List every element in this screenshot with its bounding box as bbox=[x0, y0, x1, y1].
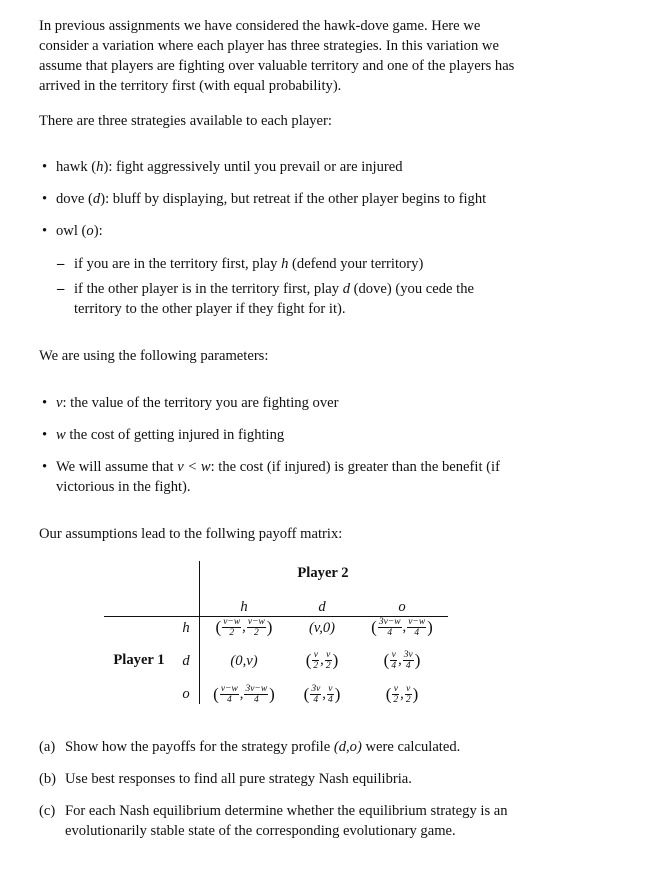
assumption-pre: We will assume that bbox=[56, 459, 178, 475]
strategy-hawk-desc: : fight aggressively until you prevail or are injured bbox=[108, 159, 403, 175]
row-header: d bbox=[182, 653, 190, 669]
player-1-label: Player 1 bbox=[113, 652, 165, 668]
strategy-owl: • owl (o): bbox=[39, 221, 519, 241]
assumption-post: : the cost (if injured) is greater than the benefit (if victorious in the fight). bbox=[56, 459, 500, 495]
matrix-horizontal-line bbox=[104, 616, 448, 617]
strategy-dove-symbol: d bbox=[92, 191, 101, 207]
document-body bbox=[39, 16, 519, 544]
strategy-hawk: • hawk (h): fight aggressively until you prevail or are injured bbox=[39, 157, 519, 177]
payoff-cell-h-h: ( $\frac{v-w}{2}$ , $\frac{v-w}{2}$ ) bbox=[215, 617, 273, 639]
owl-sub-symbol: d bbox=[342, 281, 350, 297]
question-b-label: (b) bbox=[39, 771, 57, 787]
question-b bbox=[39, 769, 519, 789]
player-2-label: Player 2 bbox=[297, 565, 349, 581]
payoff-cell-h-d: (v,0) bbox=[308, 620, 336, 636]
owl-sub-item bbox=[39, 254, 519, 274]
row-header: o bbox=[182, 686, 190, 702]
param-v-text: : the value of the territory you are fighting over bbox=[62, 395, 339, 411]
param-v bbox=[39, 393, 519, 413]
owl-sub-text: if the other player is in the territory first, play bbox=[74, 281, 343, 297]
assumption-math: v < w bbox=[177, 459, 211, 475]
param-w-symbol: w bbox=[56, 427, 66, 443]
row-header: h bbox=[182, 620, 190, 636]
strategy-dove-desc: : bluff by displaying, but retreat if the other player begins to fight bbox=[105, 191, 487, 207]
col-header: o bbox=[398, 599, 406, 615]
param-w-text: the cost of getting injured in fighting bbox=[65, 427, 285, 443]
strategy-dove-name: dove bbox=[56, 191, 85, 207]
question-list bbox=[39, 737, 519, 841]
payoff-cell-d-d: ( $\frac{v}{2}$ , $\frac{v}{2}$ ) bbox=[305, 650, 339, 672]
strategy-hawk-symbol: h bbox=[96, 159, 104, 175]
payoff-cell-o-h: ( $\frac{v-w}{4}$ , $\frac{3v-w}{4}$ ) bbox=[213, 684, 275, 706]
param-v-symbol: v bbox=[56, 395, 63, 411]
matrix-vertical-line bbox=[199, 561, 200, 704]
owl-sub-text: (defend your territory) bbox=[288, 256, 424, 272]
question-a-post: were calculated. bbox=[361, 739, 461, 755]
payoff-cell-o-d: ( $\frac{3v}{4}$ , $\frac{v}{4}$ ) bbox=[303, 684, 341, 706]
owl-sub-symbol: h bbox=[281, 256, 289, 272]
question-c-label: (c) bbox=[39, 803, 56, 819]
question-c bbox=[39, 801, 519, 841]
owl-sub-text: (dove) (you cede the territory to the other player if they fight for it). bbox=[74, 281, 474, 317]
question-a-pre: Show how the payoffs for the strategy profile bbox=[65, 739, 334, 755]
question-a bbox=[39, 737, 519, 757]
question-c-text: For each Nash equilibrium determine whether the equilibrium strategy is an evolutionarily stable state of the corresponding evolutionary game. bbox=[65, 803, 508, 839]
payoff-cell-d-h: (0,v) bbox=[230, 653, 258, 669]
strategy-dove: • dove (d): bluff by displaying, but retreat if the other player begins to fight bbox=[39, 189, 519, 209]
param-assumption bbox=[39, 457, 516, 497]
payoff-cell-h-o: ( $\frac{3v-w}{4}$ , $\frac{v-w}{4}$ ) bbox=[371, 617, 433, 639]
matrix-intro: Our assumptions lead to the follwing payoff matrix: bbox=[39, 526, 343, 542]
param-w bbox=[39, 425, 519, 445]
payoff-cell-o-o: ( $\frac{v}{2}$ , $\frac{v}{2}$ ) bbox=[385, 684, 419, 706]
intro-paragraph: In previous assignments we have considered the hawk-dove game. Here we consider a variation where each player has three strategies. In this variation we assume that players are fighting over valuable territory and one of the players has arrived in the territory first (with equal probability). bbox=[39, 18, 515, 94]
question-a-math: (d,o) bbox=[333, 739, 362, 755]
strategies-intro: There are three strategies available to each player: bbox=[39, 113, 332, 129]
params-list bbox=[39, 393, 519, 497]
question-a-label: (a) bbox=[39, 739, 56, 755]
strategy-owl-symbol: o bbox=[86, 223, 94, 239]
strategy-hawk-name: hawk bbox=[56, 159, 88, 175]
owl-sub-text: if you are in the territory first, play bbox=[74, 256, 282, 272]
params-intro: We are using the following parameters: bbox=[39, 348, 269, 364]
strategy-list bbox=[39, 157, 519, 241]
owl-sublist bbox=[39, 254, 519, 319]
payoff-cell-d-o: ( $\frac{v}{4}$ , $\frac{3v}{4}$ ) bbox=[383, 650, 421, 672]
owl-sub-item bbox=[39, 279, 519, 319]
col-header: h bbox=[240, 599, 248, 615]
strategy-owl-desc: : bbox=[98, 223, 103, 239]
col-header: d bbox=[318, 599, 326, 615]
question-b-text: Use best responses to find all pure strategy Nash equilibria. bbox=[65, 771, 412, 787]
strategy-owl-name: owl bbox=[56, 223, 78, 239]
